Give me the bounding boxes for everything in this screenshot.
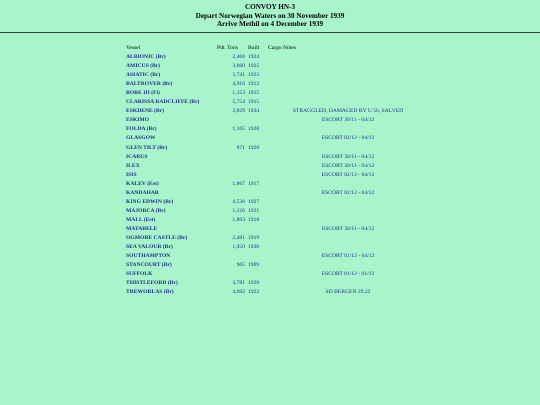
- built-cell: 1913: [248, 81, 260, 88]
- notes-cell: [268, 62, 428, 71]
- vessel-cell: [126, 180, 217, 189]
- vessel-link[interactable]: ICARUS: [126, 153, 148, 160]
- vessel-link[interactable]: FOLDA (Br): [126, 126, 157, 133]
- built-cell: 1934: [248, 108, 260, 115]
- table-row: [126, 71, 428, 80]
- vessel-link[interactable]: BORE III (Fi): [126, 90, 160, 97]
- vessel-cell: [126, 261, 217, 270]
- vessel-link[interactable]: KING EDWIN (Br): [126, 198, 174, 205]
- vessel-link[interactable]: SOUTHAMPTON: [126, 253, 171, 260]
- vessel-cell: [126, 288, 217, 297]
- header-divider: [0, 32, 540, 33]
- tons-cell: [217, 116, 248, 125]
- convoy-title: CONVOY HN-3: [244, 3, 296, 11]
- vessel-link[interactable]: ILEX: [126, 162, 140, 169]
- tons-cell: [217, 134, 248, 143]
- built-cell: 1920: [248, 144, 260, 151]
- built-cell: 1919: [248, 234, 260, 241]
- notes-cell: ESCORT 01/12 - 01/12: [321, 271, 375, 278]
- built-cell: 1930: [248, 244, 260, 251]
- table-row: [126, 225, 428, 234]
- notes-cell: ESCORT 30/11 - 04/12: [321, 162, 375, 169]
- built-cell: 1928: [248, 280, 260, 287]
- built-cell: 1921: [248, 207, 260, 214]
- depart-line: Depart Norwegian Waters on 30 November 1939: [195, 11, 345, 20]
- vessel-link[interactable]: MATABELE: [126, 225, 158, 232]
- built-cell: [248, 162, 268, 171]
- table-row: [126, 279, 428, 288]
- table-row: [126, 80, 428, 89]
- tons-cell: 4,916: [232, 81, 245, 88]
- header-vessel: Vessel: [126, 45, 141, 51]
- notes-cell: [268, 180, 428, 189]
- vessel-cell: [126, 189, 217, 198]
- tons-cell: 1,153: [232, 90, 245, 97]
- vessel-link[interactable]: TREWORLAS (Br): [126, 289, 174, 296]
- vessel-cell: [126, 53, 217, 62]
- tons-cell: 5,754: [232, 99, 245, 106]
- vessel-cell: [126, 252, 217, 261]
- notes-cell: [268, 279, 428, 288]
- table-row: [126, 116, 428, 125]
- header-built: Built: [248, 45, 260, 51]
- notes-cell: ESCORT 02/12 - 04/12: [321, 189, 375, 196]
- vessel-cell: [126, 279, 217, 288]
- table-row: [126, 53, 428, 62]
- table-row: [126, 270, 428, 279]
- vessel-cell: [126, 162, 217, 171]
- table-row: [126, 134, 428, 143]
- built-cell: [248, 225, 268, 234]
- vessel-cell: [126, 171, 217, 180]
- tons-cell: 4,781: [232, 280, 245, 287]
- tons-cell: 3,660: [232, 63, 245, 70]
- vessel-link[interactable]: MALL (Est): [126, 216, 156, 223]
- built-cell: 1925: [248, 63, 260, 70]
- vessel-cell: [126, 62, 217, 71]
- notes-cell: ESCORT 02/12 - 04/12: [321, 171, 375, 178]
- notes-cell: [268, 80, 428, 89]
- notes-cell: [268, 207, 428, 216]
- vessel-link[interactable]: ESKDENE (Br): [126, 108, 165, 115]
- built-cell: [248, 153, 268, 162]
- built-cell: [248, 189, 268, 198]
- tons-cell: 965: [236, 262, 245, 269]
- notes-cell: [268, 243, 428, 252]
- table-row: [126, 125, 428, 134]
- vessel-link[interactable]: ALBIONIC (Br): [126, 54, 166, 61]
- tons-cell: 2,481: [232, 234, 245, 241]
- table-row: [126, 234, 428, 243]
- vessel-cell: [126, 270, 217, 279]
- convoy-table: [126, 44, 428, 297]
- tons-cell: 2,468: [232, 54, 245, 61]
- tons-cell: 4,692: [232, 289, 245, 296]
- table-row: [126, 216, 428, 225]
- table-row: [126, 198, 428, 207]
- built-cell: [248, 171, 268, 180]
- built-cell: [248, 116, 268, 125]
- tons-cell: [217, 171, 248, 180]
- built-cell: 1915: [248, 90, 260, 97]
- tons-cell: 871: [236, 144, 245, 151]
- tons-cell: 1,165: [232, 126, 245, 133]
- vessel-cell: [126, 153, 217, 162]
- table-row: [126, 252, 428, 261]
- vessel-cell: [126, 198, 217, 207]
- notes-cell: STRAGGLED, DAMAGED BY U 56, SALVED: [292, 108, 404, 115]
- vessel-cell: [126, 71, 217, 80]
- vessel-cell: [126, 225, 217, 234]
- vessel-link[interactable]: GLASGOW: [126, 135, 156, 142]
- vessel-link[interactable]: THISTLEFORD (Br): [126, 280, 178, 287]
- table-body: [126, 53, 428, 297]
- tons-cell: [217, 189, 248, 198]
- vessel-link[interactable]: GLEN TILT (Br): [126, 144, 168, 151]
- notes-cell: ESCORT 30/11 - 04/12: [321, 117, 375, 124]
- table-row: [126, 98, 428, 107]
- vessel-link[interactable]: KALEV (Est): [126, 180, 159, 187]
- notes-cell: [268, 216, 428, 225]
- vessel-link[interactable]: SUFFOLK: [126, 271, 153, 278]
- notes-cell: [268, 53, 428, 62]
- vessel-link[interactable]: SEA VALOUR (Br): [126, 244, 173, 251]
- vessel-link[interactable]: CLARISSA RADCLIFFE (Br): [126, 99, 200, 106]
- tons-cell: 1,126: [232, 207, 245, 214]
- tons-cell: 1,867: [232, 180, 245, 187]
- vessel-link[interactable]: KANDAHAR: [126, 189, 159, 196]
- tons-cell: 3,829: [232, 108, 245, 115]
- table-row: [126, 89, 428, 98]
- vessel-cell: [126, 216, 217, 225]
- built-cell: 1917: [248, 180, 260, 187]
- tons-cell: [217, 162, 248, 171]
- notes-cell: [268, 198, 428, 207]
- table-header-row: [126, 44, 428, 53]
- tons-cell: 1,950: [232, 244, 245, 251]
- table-row: [126, 171, 428, 180]
- notes-cell: [268, 89, 428, 98]
- vessel-link[interactable]: AMICUS (Br): [126, 63, 161, 70]
- notes-cell: [268, 144, 428, 153]
- vessel-link[interactable]: BALTROVER (Br): [126, 81, 173, 88]
- vessel-cell: [126, 207, 217, 216]
- built-cell: 1927: [248, 198, 260, 205]
- notes-cell: SD BERGEN 29.22: [325, 289, 371, 296]
- table-row: [126, 189, 428, 198]
- notes-cell: ESCORT 01/12 - 04/12: [321, 253, 375, 260]
- header-tons: Pdt. Tons: [217, 45, 238, 51]
- notes-cell: [268, 125, 428, 134]
- notes-cell: [268, 234, 428, 243]
- table-row: [126, 153, 428, 162]
- built-cell: [248, 270, 268, 279]
- vessel-cell: [126, 98, 217, 107]
- vessel-cell: [126, 234, 217, 243]
- vessel-cell: [126, 107, 217, 116]
- built-cell: 1920: [248, 126, 260, 133]
- header-notes: Cargo Notes: [268, 45, 297, 51]
- vessel-link[interactable]: MAJORCA (Br): [126, 207, 166, 214]
- built-cell: 1918: [248, 216, 260, 223]
- tons-cell: [217, 252, 248, 261]
- tons-cell: 1,863: [232, 216, 245, 223]
- table-row: [126, 243, 428, 252]
- built-cell: 1924: [248, 54, 260, 61]
- notes-cell: ESCORT 30/11 - 04/12: [321, 153, 375, 160]
- notes-cell: [268, 98, 428, 107]
- table-row: [126, 261, 428, 270]
- table-row: [126, 107, 428, 116]
- vessel-link[interactable]: STANCOURT (Br): [126, 262, 172, 269]
- vessel-cell: [126, 243, 217, 252]
- notes-cell: ESCORT 30/11 - 04/12: [321, 225, 375, 232]
- built-cell: 1909: [248, 262, 260, 269]
- notes-cell: [268, 71, 428, 80]
- built-cell: [248, 252, 268, 261]
- table-row: [126, 162, 428, 171]
- notes-cell: [268, 261, 428, 270]
- tons-cell: 3,741: [232, 72, 245, 79]
- built-cell: 1915: [248, 99, 260, 106]
- vessel-link[interactable]: ISIS: [126, 171, 137, 178]
- vessel-cell: [126, 80, 217, 89]
- notes-cell: ESCORT 02/12 - 04/12: [321, 135, 375, 142]
- vessel-link[interactable]: OGMORE CASTLE (Br): [126, 234, 188, 241]
- built-cell: 1922: [248, 289, 260, 296]
- tons-cell: [217, 270, 248, 279]
- table-row: [126, 62, 428, 71]
- vessel-cell: [126, 144, 217, 153]
- table-row: [126, 144, 428, 153]
- arrive-line: Arrive Methil on 4 December 1939: [216, 20, 324, 29]
- vessel-link[interactable]: ASIATIC (Br): [126, 72, 161, 79]
- vessel-link[interactable]: ESKIMO: [126, 117, 150, 124]
- table-row: [126, 180, 428, 189]
- vessel-cell: [126, 116, 217, 125]
- tons-cell: [217, 225, 248, 234]
- tons-cell: 4,536: [232, 198, 245, 205]
- vessel-cell: [126, 125, 217, 134]
- table-row: [126, 207, 428, 216]
- vessel-cell: [126, 134, 217, 143]
- built-cell: 1923: [248, 72, 260, 79]
- vessel-cell: [126, 89, 217, 98]
- page-header: [0, 0, 540, 29]
- table-row: [126, 288, 428, 297]
- built-cell: [248, 134, 268, 143]
- tons-cell: [217, 153, 248, 162]
